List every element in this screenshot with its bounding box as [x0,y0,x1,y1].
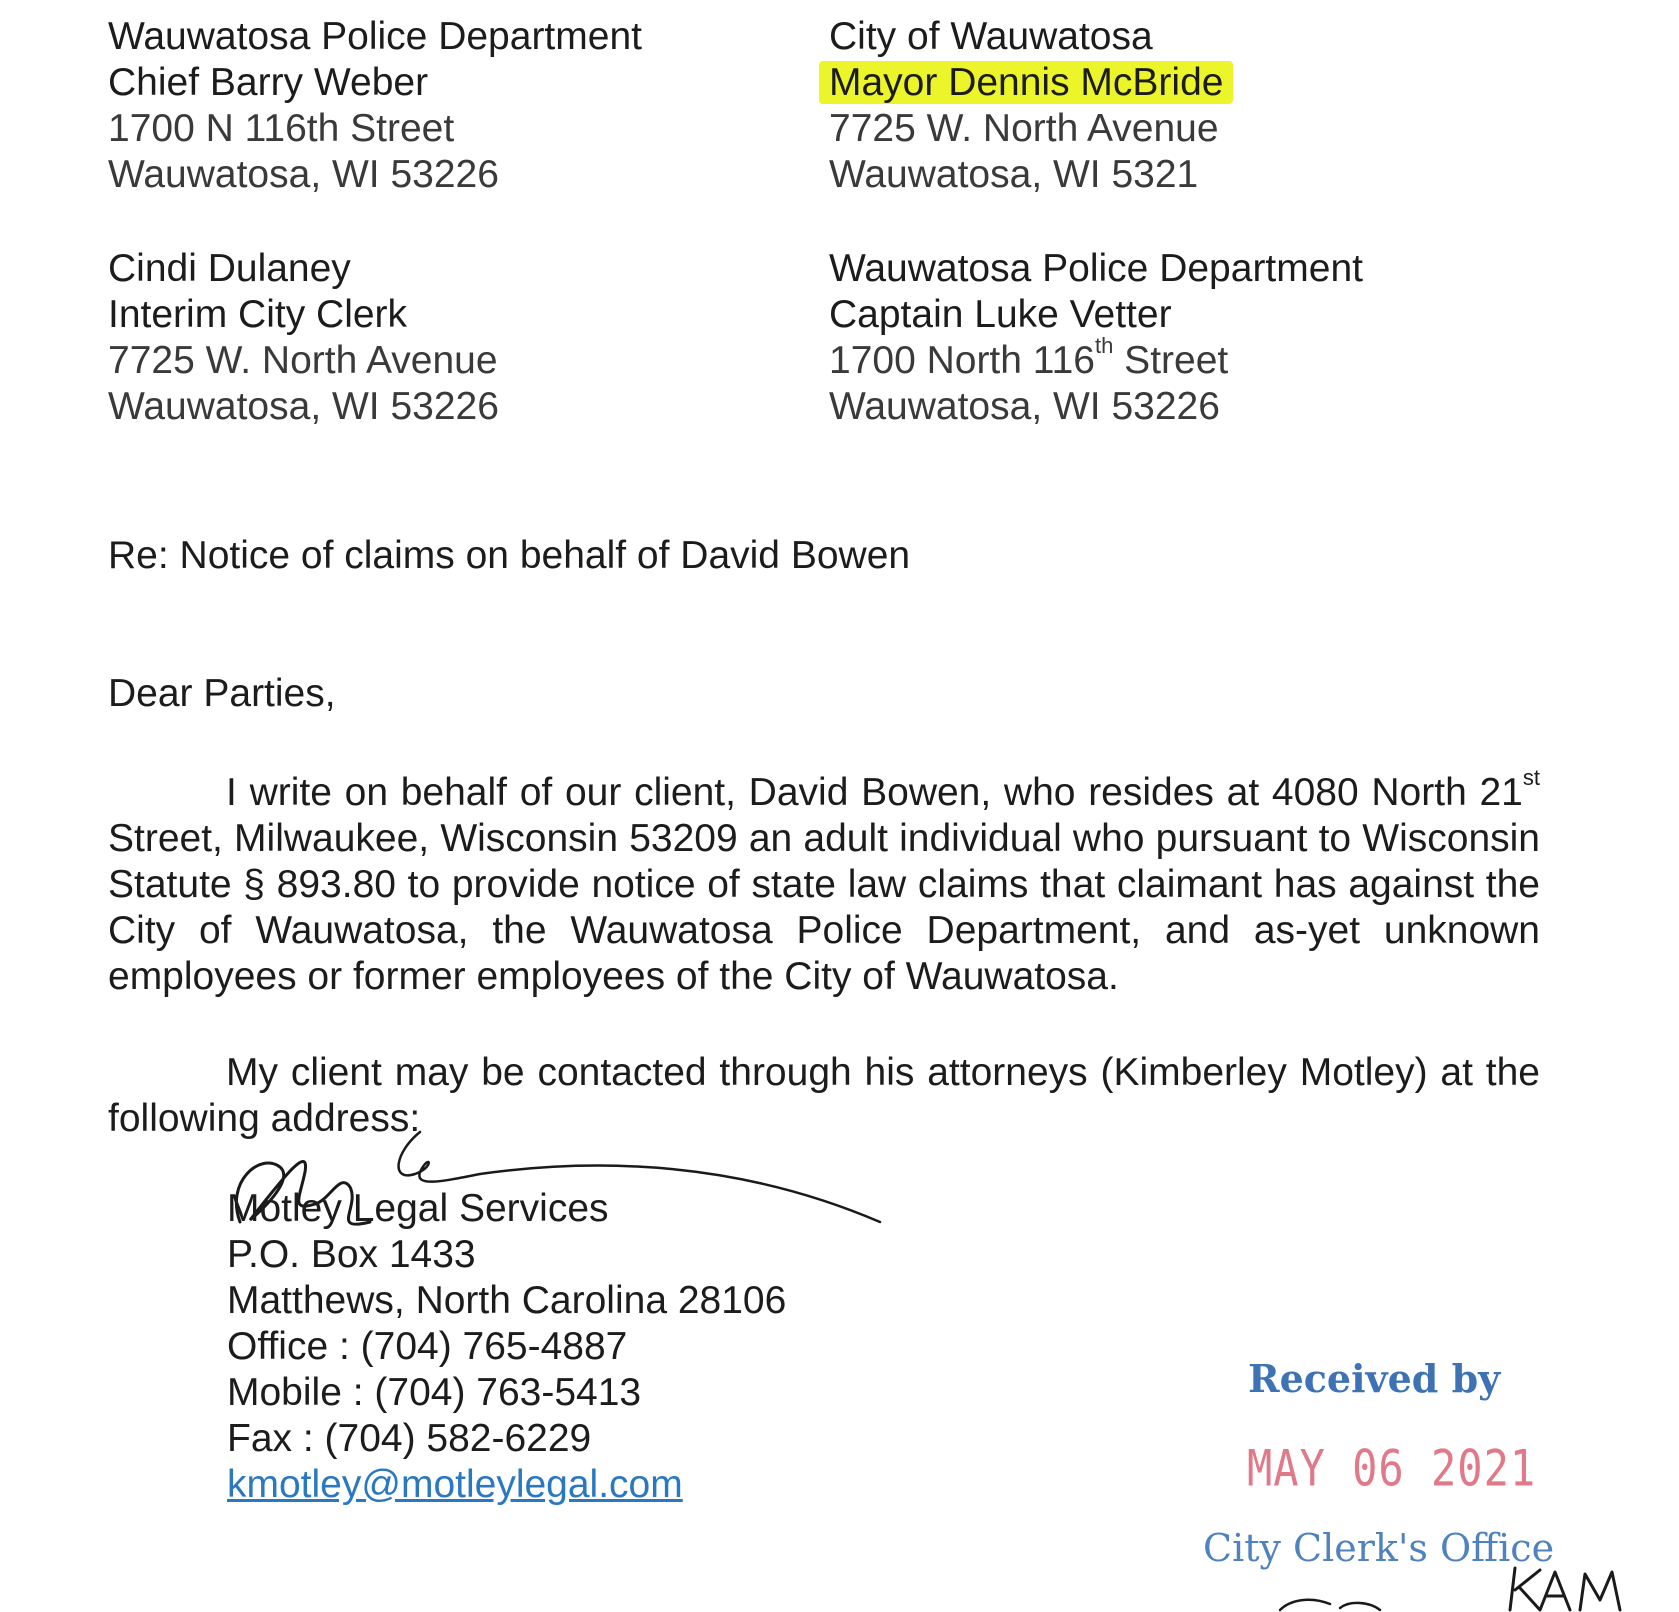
body-paragraph-2: My client may be contacted through his attorneys (Kimberley Motley) at the following address: [108,1051,1540,1140]
addressee-mayor [829,14,1233,198]
stamp-date: MAY 06 2021 [1247,1439,1537,1498]
body-paragraph-1: I write on behalf of our client, David Bowen, who resides at 4080 North 21st Street, Milwaukee, Wisconsin 53209 an adult individual who pursuant to Wisconsin Statute § 893.80 to provide notice of state law claims that claimant has against the City of Wauwatosa, the Wauwatosa Police Department, and as-yet unknown employees or former employees of the City of Wauwatosa. [108,765,1540,998]
addressee-police-captain [829,246,1363,430]
addressee-title: Interim City Clerk [108,293,408,336]
email-link[interactable]: kmotley@motleylegal.com [227,1463,683,1506]
addressee-city-clerk [108,246,499,430]
stamp-office: City Clerk's Office [1203,1526,1555,1570]
highlighted-mayor-name: Mayor Dennis McBride [819,61,1233,104]
addressee-city: Wauwatosa, WI 53226 [108,385,499,428]
stamp-received-by: Received by [1248,1356,1501,1401]
addressee-name: Chief Barry Weber [108,61,429,104]
addressee-city: Wauwatosa, WI 5321 [829,153,1199,196]
addressee-street: 7725 W. North Avenue [108,339,498,382]
mobile-phone: Mobile : (704) 763-5413 [227,1371,642,1414]
addressee-street: 1700 North 116th Street [829,333,1229,382]
addressee-city: Wauwatosa, WI 53226 [108,153,499,196]
addressee-street: 1700 N 116th Street [108,107,455,150]
handwritten-initials [1240,1560,1640,1612]
addressee-org: Wauwatosa Police Department [829,247,1363,290]
addressee-city: Wauwatosa, WI 53226 [829,385,1220,428]
addressee-org: City of Wauwatosa [829,15,1153,58]
addressee-police-chief [108,14,642,198]
firm-city: Matthews, North Carolina 28106 [227,1279,787,1322]
addressee-name: Captain Luke Vetter [829,293,1172,336]
addressee-name: Cindi Dulaney [108,247,351,290]
addressee-street: 7725 W. North Avenue [829,107,1219,150]
subject-line: Re: Notice of claims on behalf of David Bowen [108,534,911,577]
fax-number: Fax : (704) 582-6229 [227,1417,592,1460]
attorney-contact-block [227,1186,786,1508]
salutation: Dear Parties, [108,672,336,715]
office-phone: Office : (704) 765-4887 [227,1325,628,1368]
firm-name: Motley Legal Services [227,1187,609,1230]
addressee-org: Wauwatosa Police Department [108,15,642,58]
po-box: P.O. Box 1433 [227,1233,476,1276]
